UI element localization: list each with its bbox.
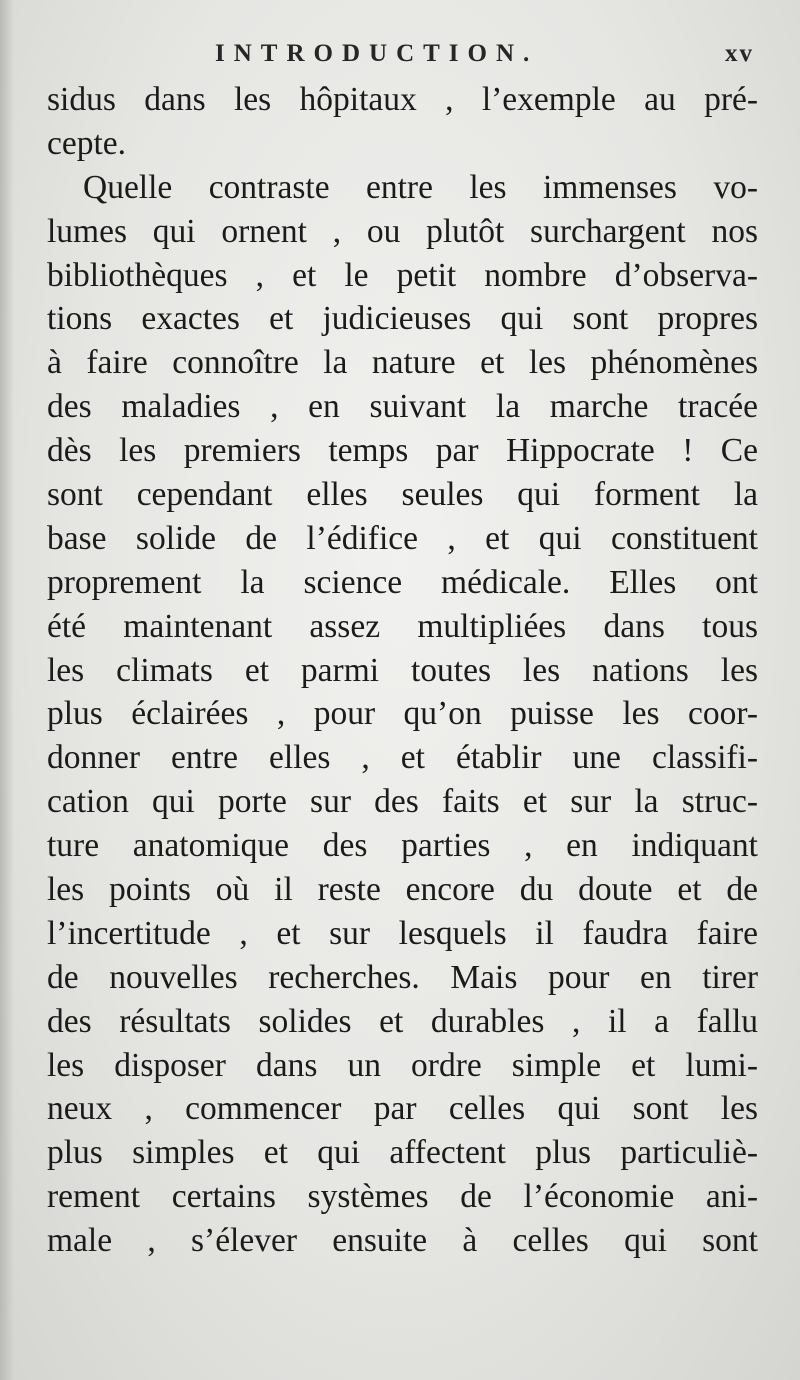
running-head: INTRODUCTION. [215, 40, 539, 67]
text-line: les climats et parmi toutes les nations les [47, 651, 758, 689]
text-line: ture anatomique des parties , en indiquant [47, 827, 758, 865]
text-line: plus éclairées , pour qu’on puisse les coor- [47, 695, 758, 733]
text-line: les points où il reste encore du doute et de [47, 871, 758, 909]
text-line: l’incertitude , et sur lesquels il faudra faire [47, 914, 758, 952]
body-text [47, 78, 758, 1263]
text-line: proprement la science médicale. Elles ont [47, 563, 758, 601]
text-line: dès les premiers temps par Hippocrate ! Ce [47, 432, 758, 470]
text-line: male , s’élever ensuite à celles qui sont [47, 1222, 758, 1260]
text-line: base solide de l’édifice , et qui constituent [47, 519, 758, 557]
text-line: bibliothèques , et le petit nombre d’observa- [47, 256, 758, 294]
text-line: rement certains systèmes de l’économie ani- [47, 1178, 758, 1216]
text-line: plus simples et qui affectent plus particuliè- [47, 1134, 758, 1172]
text-line: cation qui porte sur des faits et sur la struc- [47, 783, 758, 821]
text-line: neux , commencer par celles qui sont les [47, 1090, 758, 1128]
text-line: de nouvelles recherches. Mais pour en tirer [47, 958, 758, 996]
text-line: des résultats solides et durables , il a fallu [47, 1002, 758, 1040]
text-line: sont cependant elles seules qui forment la [47, 476, 758, 514]
page-number: xv [725, 40, 754, 67]
text-line: lumes qui ornent , ou plutôt surchargent nos [47, 212, 758, 250]
text-line: cepte. [47, 124, 127, 162]
text-line: à faire connoître la nature et les phénomènes [47, 344, 758, 382]
text-line: sidus dans les hôpitaux , l’exemple au pré- [47, 81, 758, 118]
text-line: tions exactes et judicieuses qui sont propres [47, 300, 758, 338]
text-line: Quelle contraste entre les immenses vo- [83, 168, 758, 206]
text-line: donner entre elles , et établir une classifi- [47, 739, 758, 777]
text-line: été maintenant assez multipliées dans tous [47, 607, 758, 645]
text-line: les disposer dans un ordre simple et lumi- [47, 1046, 758, 1084]
text-line: des maladies , en suivant la marche tracée [47, 388, 758, 426]
